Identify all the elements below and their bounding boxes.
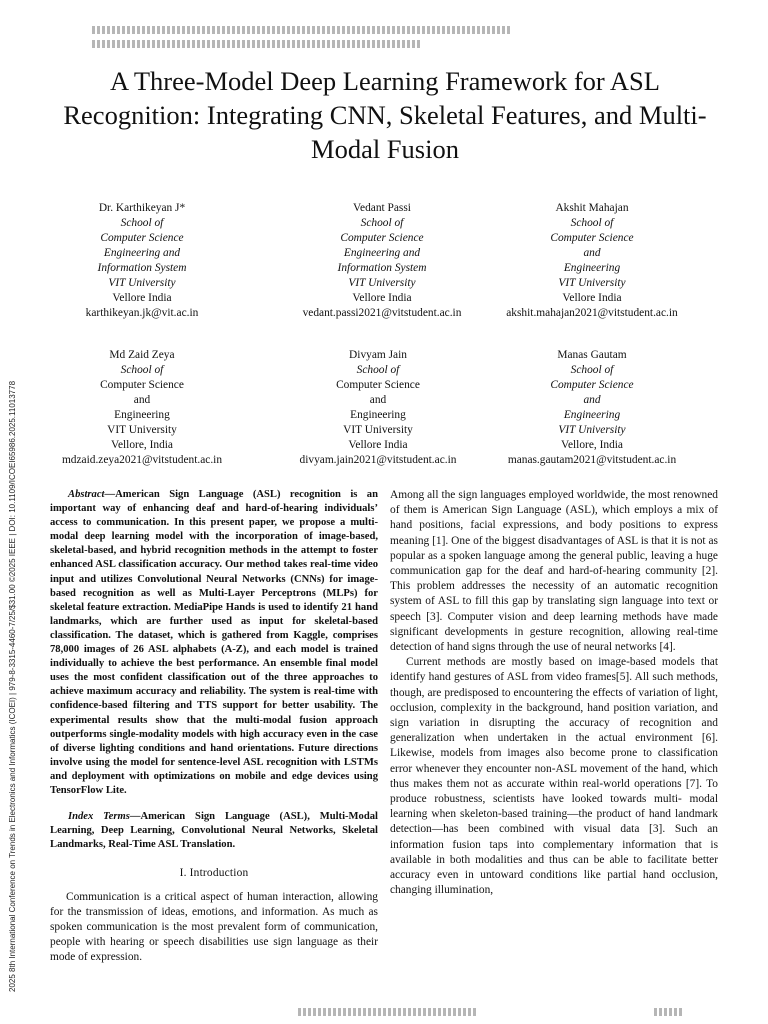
- author-block: [472, 201, 712, 321]
- intro-paragraph: Communication is a critical aspect of human interaction, allowing for the transmission of ideas, emotions, and information. As much as spoken communication is the most prevalent form of communication, people with hearing or speech disabilities use sign language as their mode of expression.: [50, 890, 378, 964]
- author-block: [258, 348, 498, 468]
- author-affil-line: VIT University: [107, 424, 177, 436]
- author-name: Vedant Passi: [353, 202, 411, 214]
- page-number: [654, 1008, 682, 1016]
- author-email[interactable]: mdzaid.zeya2021@vitstudent.ac.in: [61, 454, 223, 466]
- author-affil-line: Engineering: [350, 409, 406, 421]
- author-email[interactable]: divyam.jain2021@vitstudent.ac.in: [299, 454, 457, 466]
- author-affil-line: Engineering: [563, 262, 621, 274]
- left-column: [50, 488, 378, 966]
- author-name: Akshit Mahajan: [555, 202, 629, 214]
- author-affil-line: Computer Science: [550, 232, 634, 244]
- author-affil-line: Computer Science: [100, 379, 184, 391]
- author-name: Md Zaid Zeya: [109, 349, 175, 361]
- author-affil-line: Information System: [337, 262, 427, 274]
- author-block: [22, 201, 262, 321]
- body-paragraph: Among all the sign languages employed worldwide, the most renowned of them is American Sign Language (ASL), which employs a mix of hand positions, facial expressions, and body positions to express meaning [1]. One of the biggest disadvantages of ASL is that it is not as popular as a spoken language among the general public, leaving a huge communication gap for the deaf and hard-of-hearing community [2]. This problem addresses the necessity of an automatic recognition system of ASL to fill this gap by translating sign language into text or speech [3]. Computer vision and deep learning methods have made significant developments in gesture recognition, allowing real-time detection of hand signs through the use of neural networks [4].: [390, 489, 718, 654]
- author-affil-line: School of: [360, 217, 404, 229]
- author-location: Vellore, India: [561, 439, 623, 451]
- author-location: Vellore India: [562, 292, 622, 304]
- author-affil-line: and: [583, 394, 601, 406]
- author-location: Vellore, India: [111, 439, 173, 451]
- abstract-text: —American Sign Language (ASL) recognition is an important way of enhancing deaf and hard-of-hearing individuals’ access to communication. In this present paper, we propose a multi-modal deep learning model with the incorporation of image-based, skeletal-based, and hybrid recognition methods in the attempt to foster enhanced ASL classification accuracy. Our method takes real-time video input and utilizes Convolutional Neural Networks (CNNs) for image-based recognition as well as Multi-Layer Perceptrons (MLPs) for skeletal feature extraction. MediaPipe Hands is used to identify 21 hand landmarks, which are further used as input for skeletal-based classification. The dataset, which is gathered from Kaggle, comprises 78,000 images of 26 ASL alphabets (A-Z), and each model is trained individually to achieve the best performance. An ensemble final model uses the most confident classification out of the three approaches to achieve maximum accuracy and reliability. The system is real-time with confidence-based filtering and TTS support for better usability. The experimental results show that the multi-modal fusion approach outperforms single-modality models with high accuracy even in the case of diverse lighting conditions and hand orientations. Future directions involve using the model for sentence-level ASL recognition with LSTMs and deployment with optimizations on mobile and edge devices using TensorFlow Lite.: [50, 489, 378, 796]
- author-name: Manas Gautam: [557, 349, 627, 361]
- ieee-sidebar-citation: 2025 8th International Conference on Trends in Electronics and Informatics (ICOEI) | 979-8-3315-4460-7/25/$31.00 ©2025 IEEE | DOI: 10.1109/ICOEI65986.2025.11013778: [8, 380, 17, 992]
- author-affil-line: and: [369, 394, 387, 406]
- author-block: [22, 348, 262, 468]
- author-affil-line: Engineering: [563, 409, 621, 421]
- author-location: Vellore India: [348, 439, 408, 451]
- abstract: [50, 488, 378, 798]
- author-block: [472, 348, 712, 468]
- author-affil-line: Computer Science: [336, 379, 420, 391]
- author-affil-line: Computer Science: [550, 379, 634, 391]
- header-text-line: [92, 26, 510, 34]
- author-affil-line: School of: [570, 364, 614, 376]
- section-heading: I. Introduction: [179, 867, 249, 880]
- abstract-lead: Abstract: [68, 489, 105, 500]
- author-affil-line: VIT University: [558, 277, 626, 289]
- index-terms-lead: Index Terms: [68, 811, 130, 823]
- index-terms: [50, 810, 378, 852]
- paper-title: A Three-Model Deep Learning Framework for ASL Recognition: Integrating CNN, Skeletal Features, and Multi-Modal Fusion: [63, 66, 707, 164]
- author-affil-line: School of: [120, 217, 164, 229]
- body-paragraph: Current methods are mostly based on image-based models that identify hand gestures of ASL from video frames[5]. All such methods, though, are predisposed to encountering the effects of variation of light, occlusion, complexity in the background, hand position variation, and sign variation in disrupting the accuracy of recognition and generalization when undertaken in the actual environment [6]. Likewise, models from images also become prone to classification error whenever they encounter non-ASL movement of the hand, which thus makes them not as accurate within real-world operations [7]. To produce robustness, scientists have looked towards multi- modal learning when skeleton-based training—the product of hand landmark detection—has been combined with visual data [3]. Such an information fusion taps into complementary information that is available in both modalities and thus can be able to facilitate better accuracy even in untoward conditions like partial hand occlusion, changing illumination,: [390, 656, 718, 897]
- author-affil-line: VIT University: [348, 277, 416, 289]
- right-column: [390, 488, 718, 898]
- author-affil-line: VIT University: [108, 277, 176, 289]
- author-affil-line: Computer Science: [340, 232, 424, 244]
- author-affil-line: VIT University: [558, 424, 626, 436]
- footer-text-line: [298, 1008, 478, 1016]
- author-affil-line: and: [133, 394, 151, 406]
- author-affil-line: VIT University: [343, 424, 413, 436]
- author-affil-line: Engineering: [114, 409, 170, 421]
- author-affil-line: Information System: [97, 262, 187, 274]
- author-affil-line: Engineering and: [343, 247, 421, 259]
- header-text-line: [92, 40, 420, 48]
- author-name: Divyam Jain: [349, 349, 407, 361]
- author-name: Dr. Karthikeyan J*: [98, 202, 186, 214]
- author-location: Vellore India: [112, 292, 172, 304]
- author-affil-line: School of: [120, 364, 164, 376]
- author-email[interactable]: vedant.passi2021@vitstudent.ac.in: [302, 307, 462, 319]
- author-affil-line: School of: [356, 364, 400, 376]
- author-email[interactable]: manas.gautam2021@vitstudent.ac.in: [507, 454, 677, 466]
- author-email[interactable]: akshit.mahajan2021@vitstudent.ac.in: [506, 307, 678, 319]
- author-email[interactable]: karthikeyan.jk@vit.ac.in: [85, 307, 199, 319]
- author-block: [262, 201, 502, 321]
- author-affil-line: Engineering and: [103, 247, 181, 259]
- author-affil-line: School of: [570, 217, 614, 229]
- author-location: Vellore India: [352, 292, 412, 304]
- author-affil-line: and: [583, 247, 601, 259]
- index-terms-text: —American Sign Language (ASL), Multi-Modal Learning, Deep Learning, Convolutional Neural Networks, Skeletal Landmarks, Real-Time ASL Translation.: [50, 811, 378, 851]
- author-affil-line: Computer Science: [100, 232, 184, 244]
